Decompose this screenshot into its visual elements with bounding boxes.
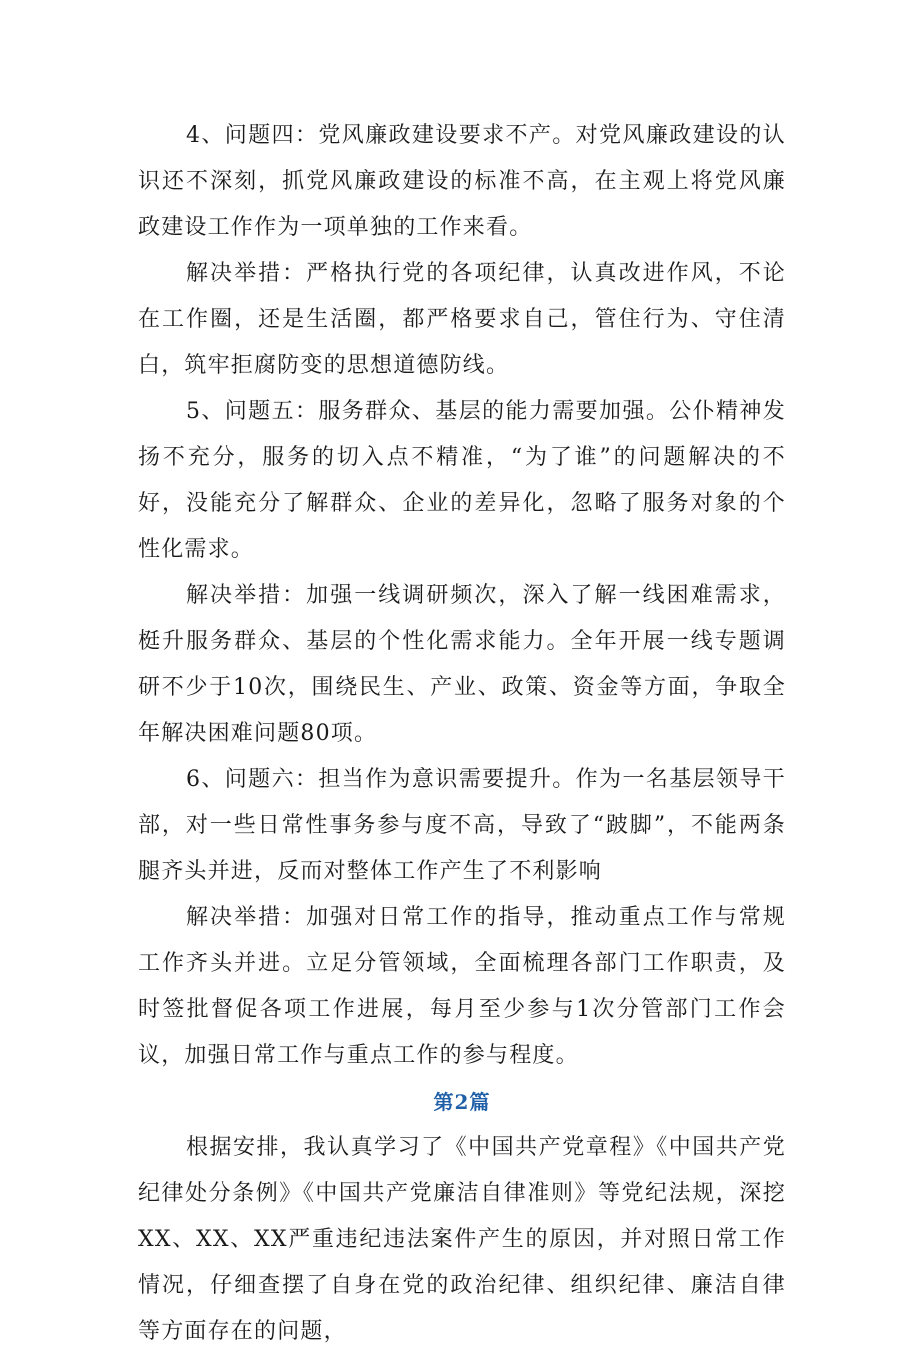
section-heading: 第2篇 — [433, 1090, 491, 1114]
paragraph-problem-5: 5、问题五：服务群众、基层的能力需要加强。公仆精神发扬不充分，服务的切入点不精准，“为了谁”的问题解决的不好，没能充分了解群众、企业的差异化，忽略了服务对象的个性化需求。 — [138, 399, 786, 562]
paragraph-problem-6: 6、问题六：担当作为意识需要提升。作为一名基层领导干部，对一些日常性事务参与度不高，导致了“跛脚”，不能两条腿齐头并进，反而对整体工作产生了不利影响 — [138, 767, 786, 884]
paragraph-section-2-intro: 根据安排，我认真学习了《中国共产党章程》《中国共产党纪律处分条例》《中国共产党廉洁自律准则》等党纪法规，深挖XX、XX、XX严重违纪违法案件产生的原因，并对照日常工作情况，仔细查摆了自身在党的政治纪律、组织纪律、廉洁自律等方面存在的问题， — [138, 1135, 786, 1344]
paragraph-solution-5: 解决举措：加强一线调研频次，深入了解一线困难需求，梃升服务群众、基层的个性化需求能力。全年开展一线专题调研不少于10次，围绕民生、产业、政策、资金等方面，争取全年解决困难问题80项。 — [138, 583, 786, 746]
paragraph-problem-4: 4、问题四：党风廉政建设要求不产。对党风廉政建设的认识还不深刻，抓党风廉政建设的标准不高，在主观上将党风廉政建设工作作为一项单独的工作来看。 — [138, 123, 786, 240]
document-body — [138, 113, 786, 1355]
paragraph-solution-6: 解决举措：加强对日常工作的指导，推动重点工作与常规工作齐头并进。立足分管领域，全面梳理各部门工作职责，及时签批督促各项工作进展，每月至少参与1次分管部门工作会议，加强日常工作与重点工作的参与程度。 — [138, 905, 786, 1068]
paragraph-solution-4: 解决举措：严格执行党的各项纪律，认真改进作风，不论在工作圈，还是生活圈，都严格要求自己，管住行为、守住清白，筑牢拒腐防变的思想道德防线。 — [138, 261, 786, 378]
